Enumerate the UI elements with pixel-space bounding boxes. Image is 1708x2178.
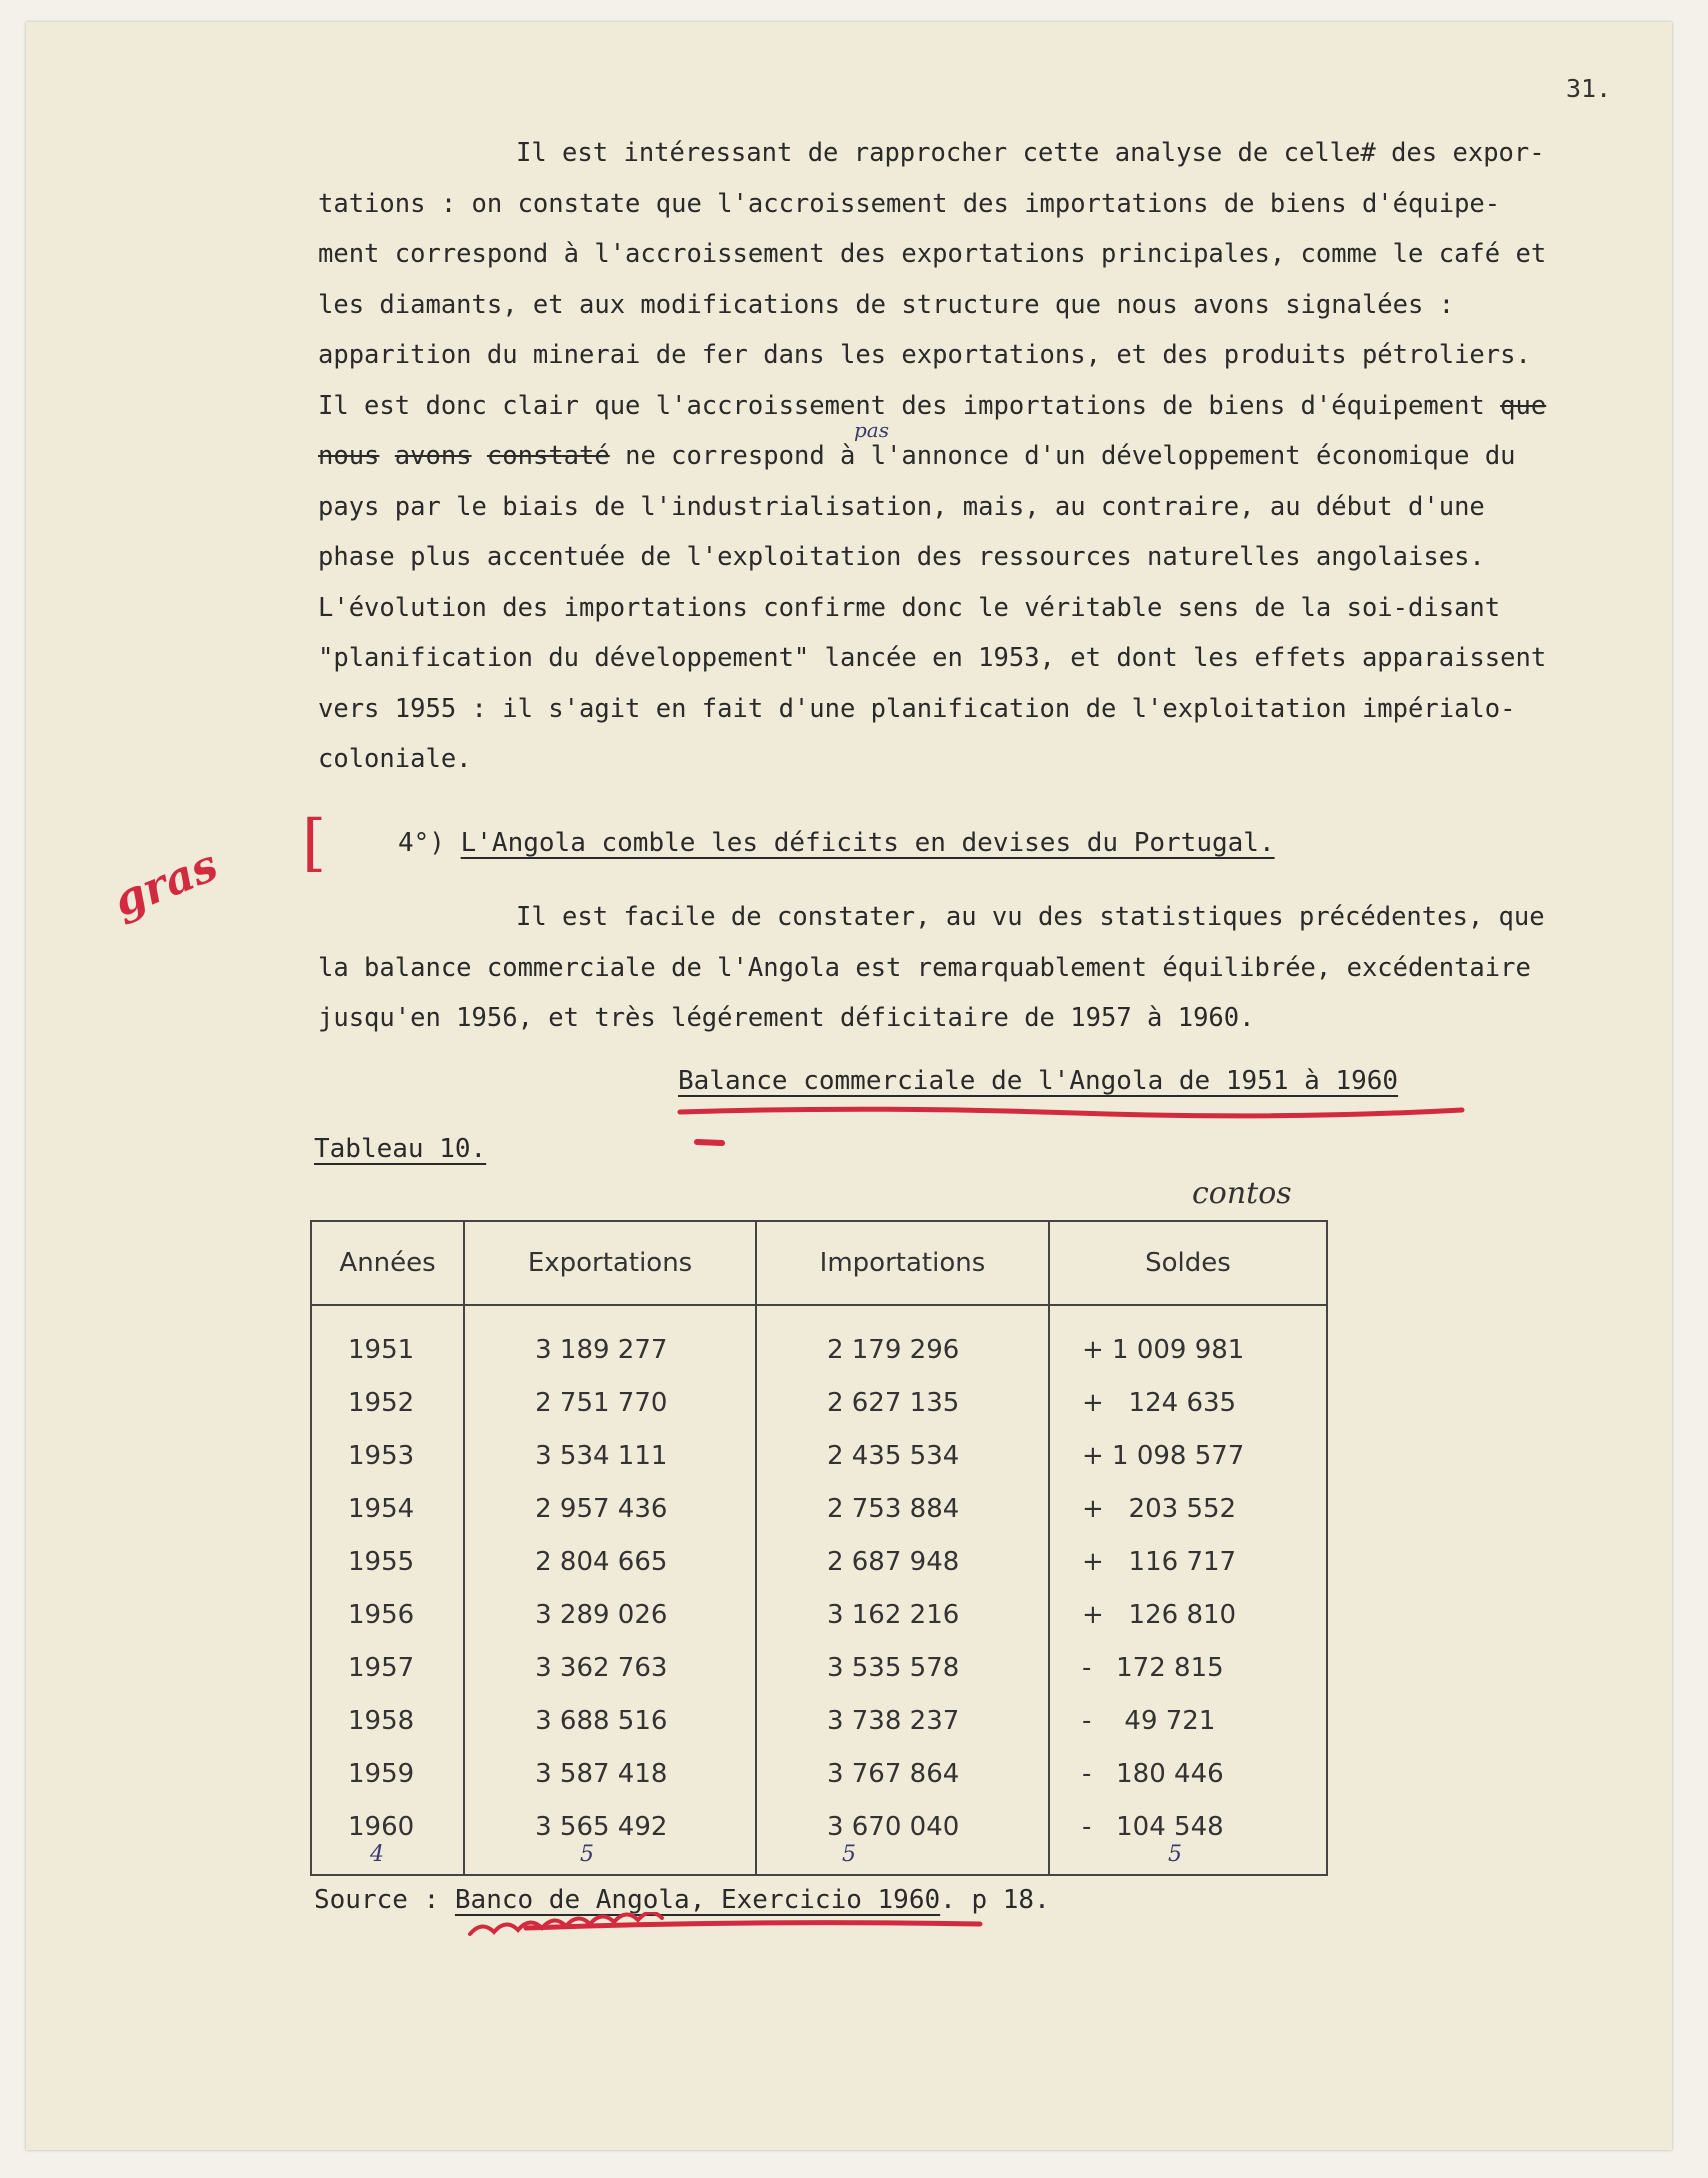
struck-word: avons — [394, 441, 472, 471]
page-number: 31. — [1566, 74, 1612, 103]
paragraph-1 — [318, 128, 1546, 785]
column-mark: 4 — [370, 1842, 384, 1867]
section-number: 4°) — [398, 828, 445, 858]
margin-note-gras: gras — [106, 839, 225, 928]
unit-note: contos — [1192, 1176, 1292, 1211]
struck-word: nous — [318, 441, 380, 471]
red-dash-mark — [694, 1136, 726, 1148]
text-line: Il est facile de constater, au vu des statistiques précédentes, que — [516, 902, 1545, 932]
text-line: la balance commerciale de l'Angola est remarquablement équilibrée, excédentaire — [318, 952, 1531, 983]
table-row: 1955 2 804 665 2 687 948 + 116 717 — [311, 1535, 1327, 1588]
section-title: L'Angola comble les déficits en devises du Portugal. — [460, 828, 1275, 858]
column-mark: 5 — [842, 1842, 856, 1867]
table-row: 1958 3 688 516 3 738 237 - 49 721 — [311, 1694, 1327, 1747]
text-line: vers 1955 : il s'agit en fait d'une planification de l'exploitation impérialo- — [318, 693, 1516, 724]
table-title: Balance commerciale de l'Angola de 1951 à 1960 — [678, 1066, 1399, 1096]
source-reference: Banco de Angola, Exercicio 1960 — [454, 1885, 941, 1915]
text-line: ment correspond à l'accroissement des exportations principales, comme le café et — [318, 239, 1547, 269]
paragraph-2 — [318, 892, 1545, 1044]
handwritten-correction: pas — [854, 418, 889, 442]
text-line: pays par le biais de l'industrialisation, mais, au contraire, au début d'une — [318, 491, 1485, 522]
text-line: les diamants, et aux modifications de structure que nous avons signalées : — [318, 289, 1455, 320]
table-header-row — [311, 1221, 1327, 1305]
section-heading — [398, 828, 1275, 858]
table-row: 1959 3 587 418 3 767 864 - 180 446 — [311, 1747, 1327, 1800]
text-line: L'évolution des importations confirme donc le véritable sens de la soi-disant — [318, 592, 1501, 623]
column-mark: 5 — [580, 1842, 594, 1867]
table-row: 1954 2 957 436 2 753 884 + 203 552 — [311, 1482, 1327, 1535]
red-underline-title — [676, 1104, 1466, 1120]
red-bracket-mark: [ — [302, 806, 327, 879]
table-row: 1960 3 565 492 3 670 040 - 104 548 — [311, 1800, 1327, 1875]
text-line-with-strike: Il est donc clair que l'accroissement des importations de biens d'équipement que — [318, 390, 1547, 421]
text-line: apparition du minerai de fer dans les exportations, et des produits pétroliers. — [318, 340, 1531, 370]
text-line: coloniale. — [318, 744, 472, 774]
text-line: tations : on constate que l'accroissement des importations de biens d'équipe- — [318, 188, 1501, 219]
trade-balance-table — [310, 1220, 1328, 1876]
column-mark: 5 — [1168, 1842, 1182, 1867]
text-line: Il est intéressant de rapprocher cette analyse de celle# des expor- — [516, 138, 1545, 168]
col-header-years: Années — [311, 1221, 464, 1305]
col-header-imports: Importations — [756, 1221, 1049, 1305]
struck-word: que — [1500, 390, 1547, 421]
struck-word: constaté — [486, 441, 610, 471]
text-line: "planification du développement" lancée en 1953, et dont les effets apparaissent — [318, 643, 1547, 673]
table-row: 1956 3 289 026 3 162 216 + 126 810 — [311, 1588, 1327, 1641]
table-row: 1952 2 751 770 2 627 135 + 124 635 — [311, 1376, 1327, 1429]
text-line-corrected: nous avons constaté ne correspond à l'annonce d'un développement économique du pas — [318, 431, 1546, 482]
col-header-exports: Exportations — [464, 1221, 756, 1305]
table-row: 1957 3 362 763 3 535 578 - 172 815 — [311, 1641, 1327, 1694]
text-line: jusqu'en 1956, et très légérement déficitaire de 1957 à 1960. — [318, 1003, 1255, 1033]
table-row: 1953 3 534 111 2 435 534 + 1 098 577 — [311, 1429, 1327, 1482]
text-line: phase plus accentuée de l'exploitation des ressources naturelles angolaises. — [318, 542, 1485, 572]
table-row: 1951 3 189 277 2 179 296 + 1 009 981 — [311, 1305, 1327, 1376]
col-header-balance: Soldes — [1049, 1221, 1327, 1305]
source-citation: Source : Banco de Angola, Exercicio 1960. p 18. — [314, 1885, 1050, 1915]
table-label: Tableau 10. — [314, 1134, 487, 1164]
red-underline-source — [466, 1912, 986, 1942]
